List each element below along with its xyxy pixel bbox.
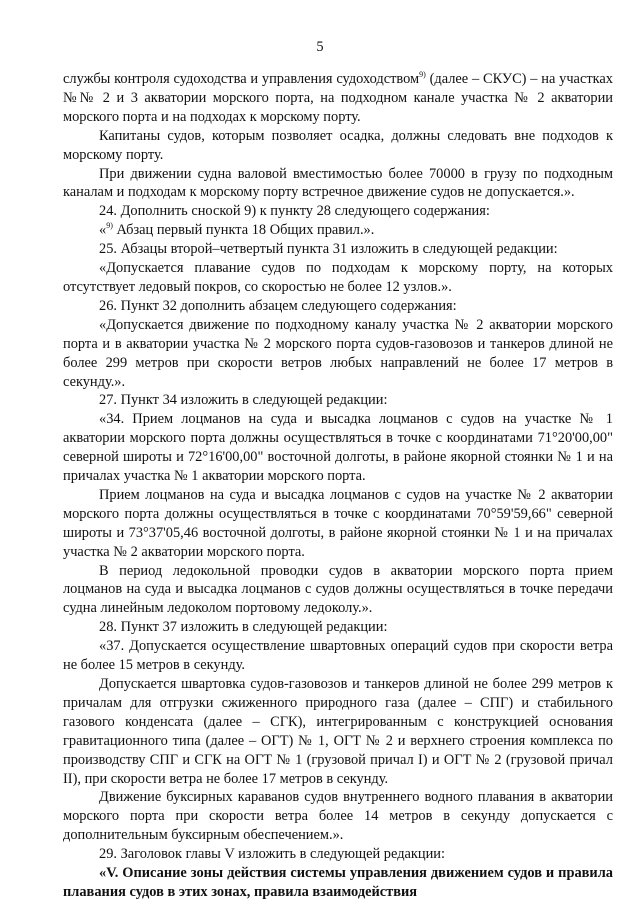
chapter-heading: «V. Описание зоны действия системы управления движением судов и правила плавания судов в этих зонах, правила взаимодействия — [63, 865, 613, 900]
paragraph-item-29: 29. Заголовок главы V изложить в следующей редакции: — [99, 846, 446, 863]
footnote-text — [63, 221, 613, 240]
document-body — [63, 70, 613, 902]
paragraph-skus — [63, 70, 613, 127]
text-run: « — [99, 222, 107, 239]
paragraph: «Допускается плавание судов по подходам к морскому порту, на которых отсутствует ледовый покров, со скоростью не более 12 узлов.». — [63, 260, 613, 295]
paragraph: «Допускается движение по подходному каналу участка № 2 акватории морского порта и в акватории участка № 2 морского порта судов-газовозов и танкеров длиной не более 299 метров при скорости ветров любых направлений не более 17 метров в секунду.». — [63, 316, 613, 390]
footnote-marker: 9) — [419, 70, 426, 79]
paragraph-item-25: 25. Абзацы второй–четвертый пункта 31 изложить в следующей редакции: — [99, 241, 558, 258]
text-run: Абзац первый пункта 18 Общих правил.». — [112, 222, 375, 239]
paragraph: При движении судна валовой вместимостью более 70000 в грузу по подходным каналам и подходам к морскому порту встречное движение судов не допускается.». — [63, 165, 613, 201]
paragraph-item-28: 28. Пункт 37 изложить в следующей редакции: — [99, 619, 388, 636]
paragraph: «34. Прием лоцманов на суда и высадка лоцманов с судов на участке № 1 акватории морского порта должны осуществляться в точке с координатами 71°20'00,00" северной широты и 72°16'00,00" восточной долготы, в районе якорной стоянки № 1 и на причалах участка № 1 акватории морского порта. — [63, 411, 613, 485]
paragraph: Допускается швартовка судов-газовозов и танкеров длиной не более 299 метров к причалам для отгрузки сжиженного природного газа (далее – СПГ) и стабильного газового конденсата (далее – СГК), интегрированным с конструкцией основания гравитационного типа (далее – ОГТ) № 1, ОГТ № 2 и верхнего строения комплекса по производству СПГ и СГК на ОГТ № 1 (грузовой причал I) и ОГТ № 2 (грузовой причал II), при скорости ветра не более 17 метров в секунду. — [63, 676, 613, 787]
paragraph: Движение буксирных караванов судов внутреннего водного плавания в акватории морского порта при скорости ветра более 14 метров в секунду допускается с дополнительным буксирным обеспечением.». — [63, 789, 613, 844]
paragraph: Прием лоцманов на суда и высадка лоцманов с судов на участке № 2 акватории морского порта должны осуществляться в точке с координатами 70°59'59,66" северной широты и 73°37'05,46 восточной долготы, в районе якорной стоянки № 1 и на причалах участка № 2 акватории морского порта. — [63, 486, 613, 560]
footnote-marker: 9) — [106, 221, 113, 231]
page-number: 5 — [316, 39, 324, 55]
paragraph-item-27: 27. Пункт 34 изложить в следующей редакции: — [99, 392, 388, 409]
text-run: (далее – СКУС) – на участках №№ 2 и 3 акватории морского порта, на подходном канале участка № 2 акватории морского порта и на подходах к морскому порту. — [63, 71, 613, 125]
paragraph: «37. Допускается осуществление швартовных операций судов при скорости ветра не более 15 метров в секунду. — [63, 638, 613, 674]
paragraph: В период ледокольной проводки судов в акватории морского порта прием лоцманов на суда и высадка лоцманов с судов должны осуществляться в точке передачи судна линейным ледоколом портовому ледоколу.». — [63, 562, 613, 617]
paragraph: Капитаны судов, которым позволяет осадка, должны следовать вне подходов к морскому порту. — [63, 127, 613, 163]
paragraph-item-26: 26. Пункт 32 дополнить абзацем следующего содержания: — [99, 297, 457, 314]
text-run: службы контроля судоходства и управления судоходством — [63, 71, 420, 87]
paragraph-item-24: 24. Дополнить сноской 9) к пункту 28 следующего содержания: — [99, 203, 490, 220]
